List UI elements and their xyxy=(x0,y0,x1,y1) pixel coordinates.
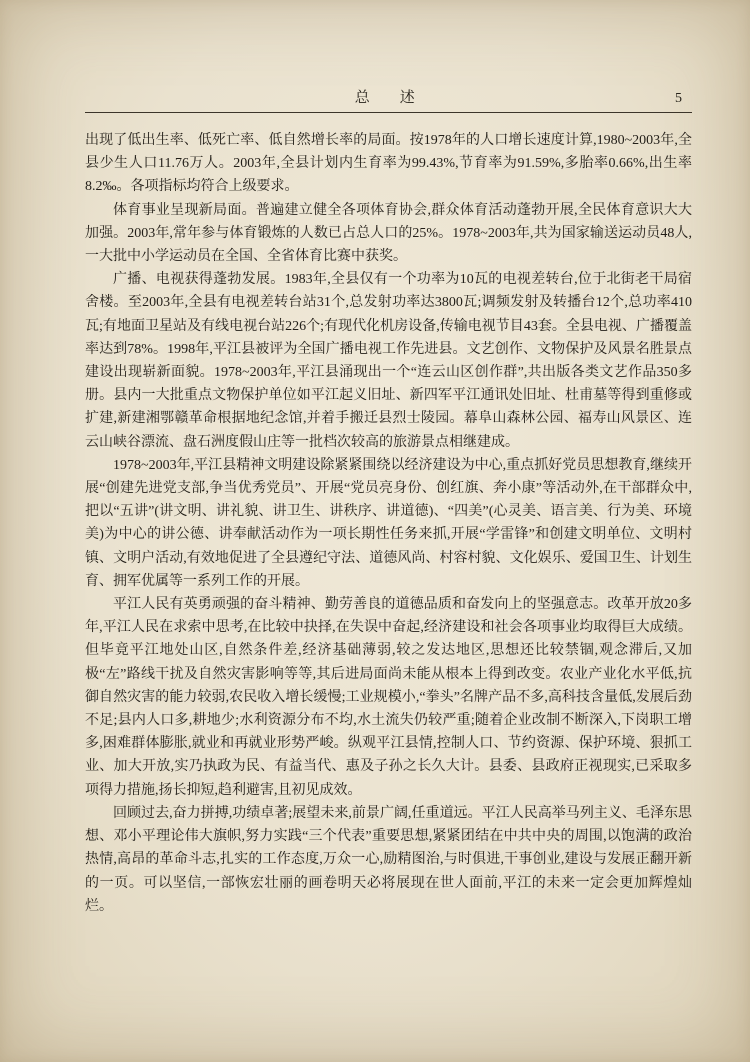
paragraph-6: 回顾过去,奋力拼搏,功绩卓著;展望未来,前景广阔,任重道远。平江人民高举马列主义、毛泽东思想、邓小平理论伟大旗帜,努力实践“三个代表”重要思想,紧紧团结在中共中央的周围,以饱满的政治热情,高昂的革命斗志,扎实的工作态度,万众一心,励精图治,与时俱进,干事创业,建设与发展正翻开新的一页。可以坚信,一部恢宏壮丽的画卷明天必将展现在世人面前,平江的未来一定会更加辉煌灿烂。 xyxy=(85,805,692,914)
text-block xyxy=(85,88,692,918)
header-rule xyxy=(85,112,692,113)
paragraph-5: 平江人民有英勇顽强的奋斗精神、勤劳善良的道德品质和奋发向上的坚强意志。改革开放20多年,平江人民在求索中思考,在比较中抉择,在失误中奋起,经济建设和社会各项事业均取得巨大成绩。但毕竟平江地处山区,自然条件差,经济基础薄弱,较之发达地区,思想还比较禁锢,观念滞后,又加极“左”路线干扰及自然灾害影响等等,其后进局面尚未能从根本上得到改变。农业产业化水平低,抗御自然灾害的能力较弱,农民收入增长缓慢;工业规模小,“拳头”名牌产品不多,高科技含量低,发展后劲不足;县内人口多,耕地少;水利资源分布不均,水土流失仍较严重;随着企业改制不断深入,下岗职工增多,困难群体膨胀,就业和再就业形势严峻。纵观平江县情,控制人口、节约资源、保护环境、狠抓工业、加大开放,实乃执政为民、有益当代、惠及子孙之长久大计。县委、县政府正视现实,已采取多项得力措施,扬长抑短,趋利避害,且初见成效。 xyxy=(85,597,692,798)
paragraph-1: 出现了低出生率、低死亡率、低自然增长率的局面。按1978年的人口增长速度计算,1980~2003年,全县少生人口11.76万人。2003年,全县计划内生育率为99.43%,节育率为91.59%,多胎率0.66%,出生率8.2‰。各项指标均符合上级要求。 xyxy=(85,133,692,195)
paragraph-3: 广播、电视获得蓬勃发展。1983年,全县仅有一个功率为10瓦的电视差转台,位于北街老干局宿舍楼。至2003年,全县有电视差转台站31个,总发射功率达3800瓦;调频发射及转播台12个,总功率410瓦;有地面卫星站及有线电视台站226个;有现代化机房设备,传输电视节目43套。全县电视、广播覆盖率达到78%。1998年,平江县被评为全国广播电视工作先进县。文艺创作、文物保护及风景名胜景点建设出现崭新面貌。1978~2003年,平江县涌现出一个“连云山区创作群”,共出版各类文艺作品350多册。县内一大批重点文物保护单位如平江起义旧址、新四军平江通讯处旧址、杜甫墓等得到重修或扩建,新建湘鄂赣革命根据地纪念馆,并着手搬迁县烈士陵园。幕阜山森林公园、福寿山风景区、连云山峡谷漂流、盘石洲度假山庄等一批档次较高的旅游景点相继建成。 xyxy=(85,272,692,450)
paragraph-4: 1978~2003年,平江县精神文明建设除紧紧围绕以经济建设为中心,重点抓好党员思想教育,继续开展“创建先进党支部,争当优秀党员”、开展“党员亮身份、创红旗、奔小康”等活动外,在干部群众中,把以“五讲”(讲文明、讲礼貌、讲卫生、讲秩序、讲道德)、“四美”(心灵美、语言美、行为美、环境美)为中心的讲公德、讲奉献活动作为一项长期性任务来抓,开展“学雷锋”和创建文明单位、文明村镇、文明户活动,有效地促进了全县遵纪守法、道德风尚、村容村貌、文化娱乐、爱国卫生、计划生育、拥军优属等一系列工作的开展。 xyxy=(85,457,692,589)
body-text xyxy=(85,129,692,918)
chapter-title: 总 述 xyxy=(354,90,423,106)
page-header xyxy=(85,88,692,109)
paragraph-2: 体育事业呈现新局面。普遍建立健全各项体育协会,群众体育活动蓬勃开展,全民体育意识大大加强。2003年,常年参与体育锻炼的人数已占总人口的25%。1978~2003年,共为国家输送运动员48人,一大批中小学运动员在全国、全省体育比赛中获奖。 xyxy=(85,202,692,265)
page-number: 5 xyxy=(675,91,682,106)
